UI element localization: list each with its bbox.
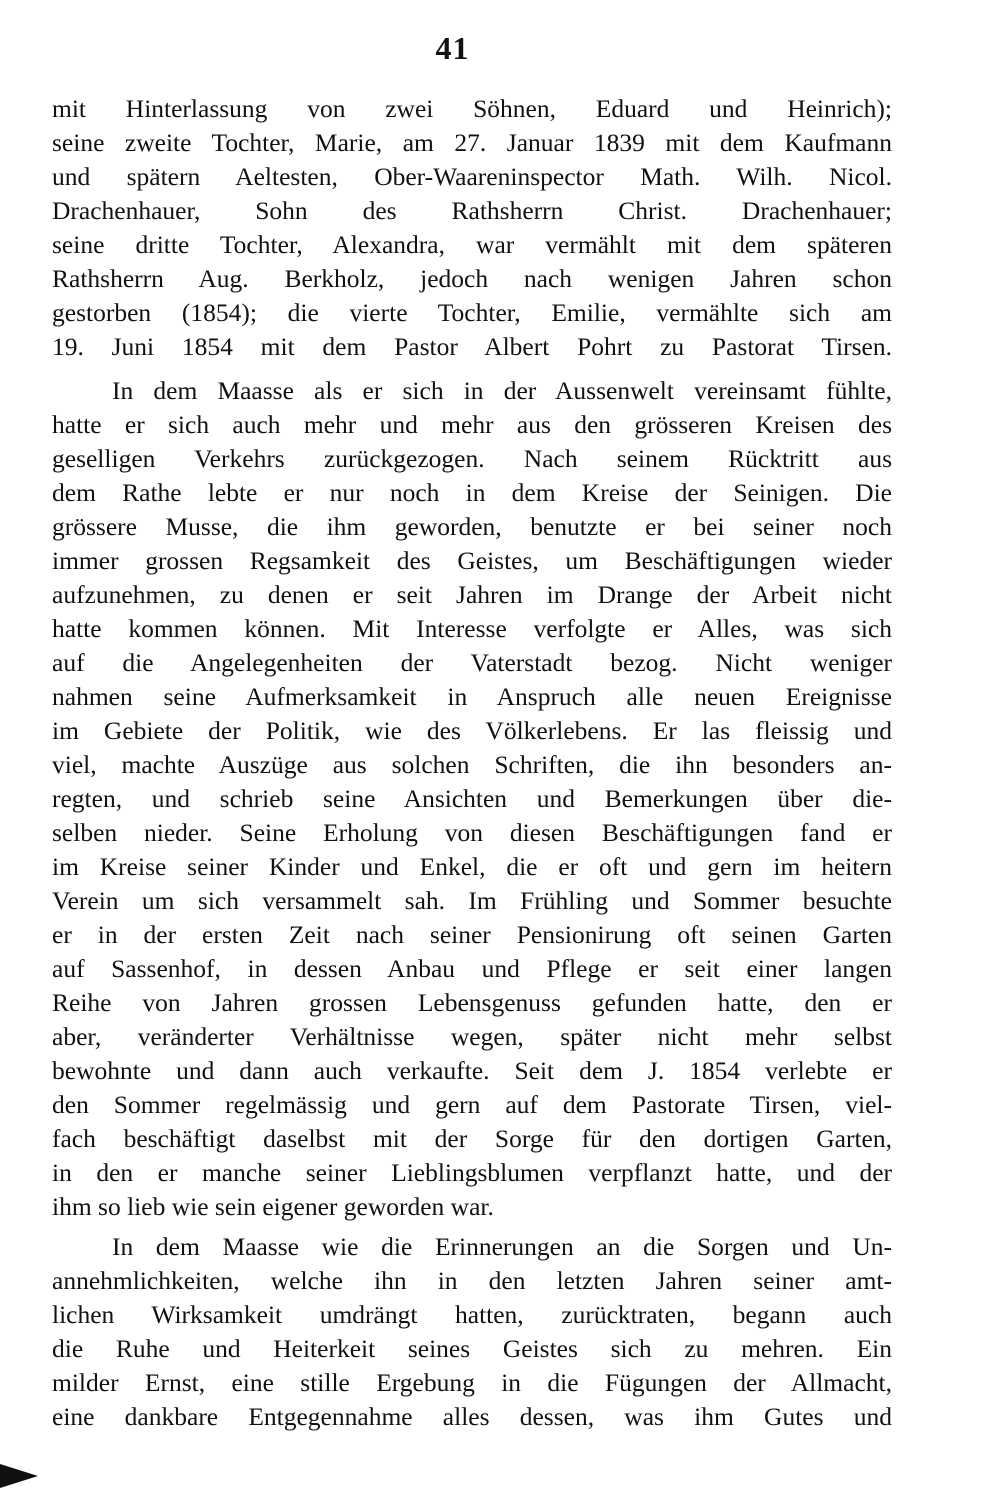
page-corner-arrow-icon — [0, 1464, 38, 1488]
text-line: aufzunehmen, zu denen er seit Jahren im Drange der Arbeit nicht — [52, 580, 892, 609]
text-line: er in der ersten Zeit nach seiner Pensionirung oft seinen Garten — [52, 920, 892, 949]
text-line: hatte er sich auch mehr und mehr aus den grösseren Kreisen des — [52, 410, 892, 439]
text-line: 19. Juni 1854 mit dem Pastor Albert Pohrt zu Pastorat Tirsen. — [52, 332, 892, 361]
text-line: milder Ernst, eine stille Ergebung in die Fügungen der Allmacht, — [52, 1368, 892, 1397]
paragraph-2 — [52, 374, 892, 1224]
text-line: geselligen Verkehrs zurückgezogen. Nach seinem Rücktritt aus — [52, 444, 892, 473]
text-line: immer grossen Regsamkeit des Geistes, um Beschäftigungen wieder — [52, 546, 892, 575]
text-line: gestorben (1854); die vierte Tochter, Emilie, vermählte sich am — [52, 298, 892, 327]
text-line: grössere Musse, die ihm geworden, benutzte er bei seiner noch — [52, 512, 892, 541]
text-line: im Kreise seiner Kinder und Enkel, die er oft und gern im heitern — [52, 852, 892, 881]
text-line: hatte kommen können. Mit Interesse verfolgte er Alles, was sich — [52, 614, 892, 643]
text-line: fach beschäftigt daselbst mit der Sorge für den dortigen Garten, — [52, 1124, 892, 1153]
text-line: auf die Angelegenheiten der Vaterstadt bezog. Nicht weniger — [52, 648, 892, 677]
text-line: Rathsherrn Aug. Berkholz, jedoch nach wenigen Jahren schon — [52, 264, 892, 293]
text-line: den Sommer regelmässig und gern auf dem Pastorate Tirsen, viel- — [52, 1090, 892, 1119]
text-line: In dem Maasse als er sich in der Aussenwelt vereinsamt fühlte, — [112, 376, 892, 405]
text-line: die Ruhe und Heiterkeit seines Geistes sich zu mehren. Ein — [52, 1334, 892, 1363]
text-line: lichen Wirksamkeit umdrängt hatten, zurücktraten, begann auch — [52, 1300, 892, 1329]
text-line: seine zweite Tochter, Marie, am 27. Januar 1839 mit dem Kaufmann — [52, 128, 892, 157]
text-line: In dem Maasse wie die Erinnerungen an die Sorgen und Un- — [112, 1232, 892, 1261]
paragraph-1 — [52, 92, 892, 364]
text-line: viel, machte Auszüge aus solchen Schriften, die ihn besonders an- — [52, 750, 892, 779]
text-line: dem Rathe lebte er nur noch in dem Kreise der Seinigen. Die — [52, 478, 892, 507]
text-line: regten, und schrieb seine Ansichten und Bemerkungen über die- — [52, 784, 892, 813]
text-line: eine dankbare Entgegennahme alles dessen, was ihm Gutes und — [52, 1402, 892, 1431]
text-line: annehmlichkeiten, welche ihn in den letzten Jahren seiner amt- — [52, 1266, 892, 1295]
text-line: auf Sassenhof, in dessen Anbau und Pflege er seit einer langen — [52, 954, 892, 983]
text-line: bewohnte und dann auch verkaufte. Seit dem J. 1854 verlebte er — [52, 1056, 892, 1085]
text-line: ihm so lieb wie sein eigener geworden war. — [52, 1192, 494, 1221]
text-line: nahmen seine Aufmerksamkeit in Anspruch alle neuen Ereignisse — [52, 682, 892, 711]
text-line: Reihe von Jahren grossen Lebensgenuss gefunden hatte, den er — [52, 988, 892, 1017]
text-line: mit Hinterlassung von zwei Söhnen, Eduard und Heinrich); — [52, 94, 892, 123]
page-number: 41 — [435, 30, 470, 66]
text-line: seine dritte Tochter, Alexandra, war vermählt mit dem späteren — [52, 230, 892, 259]
paragraph-3 — [52, 1230, 892, 1434]
text-line: selben nieder. Seine Erholung von diesen Beschäftigungen fand er — [52, 818, 892, 847]
text-line: und spätern Aeltesten, Ober-Waareninspector Math. Wilh. Nicol. — [52, 162, 892, 191]
text-line: Drachenhauer, Sohn des Rathsherrn Christ. Drachenhauer; — [52, 196, 892, 225]
text-line: im Gebiete der Politik, wie des Völkerlebens. Er las fleissig und — [52, 716, 892, 745]
text-line: in den er manche seiner Lieblingsblumen verpflanzt hatte, und der — [52, 1158, 892, 1187]
text-line: Verein um sich versammelt sah. Im Frühling und Sommer besuchte — [52, 886, 892, 915]
text-line: aber, veränderter Verhältnisse wegen, später nicht mehr selbst — [52, 1022, 892, 1051]
